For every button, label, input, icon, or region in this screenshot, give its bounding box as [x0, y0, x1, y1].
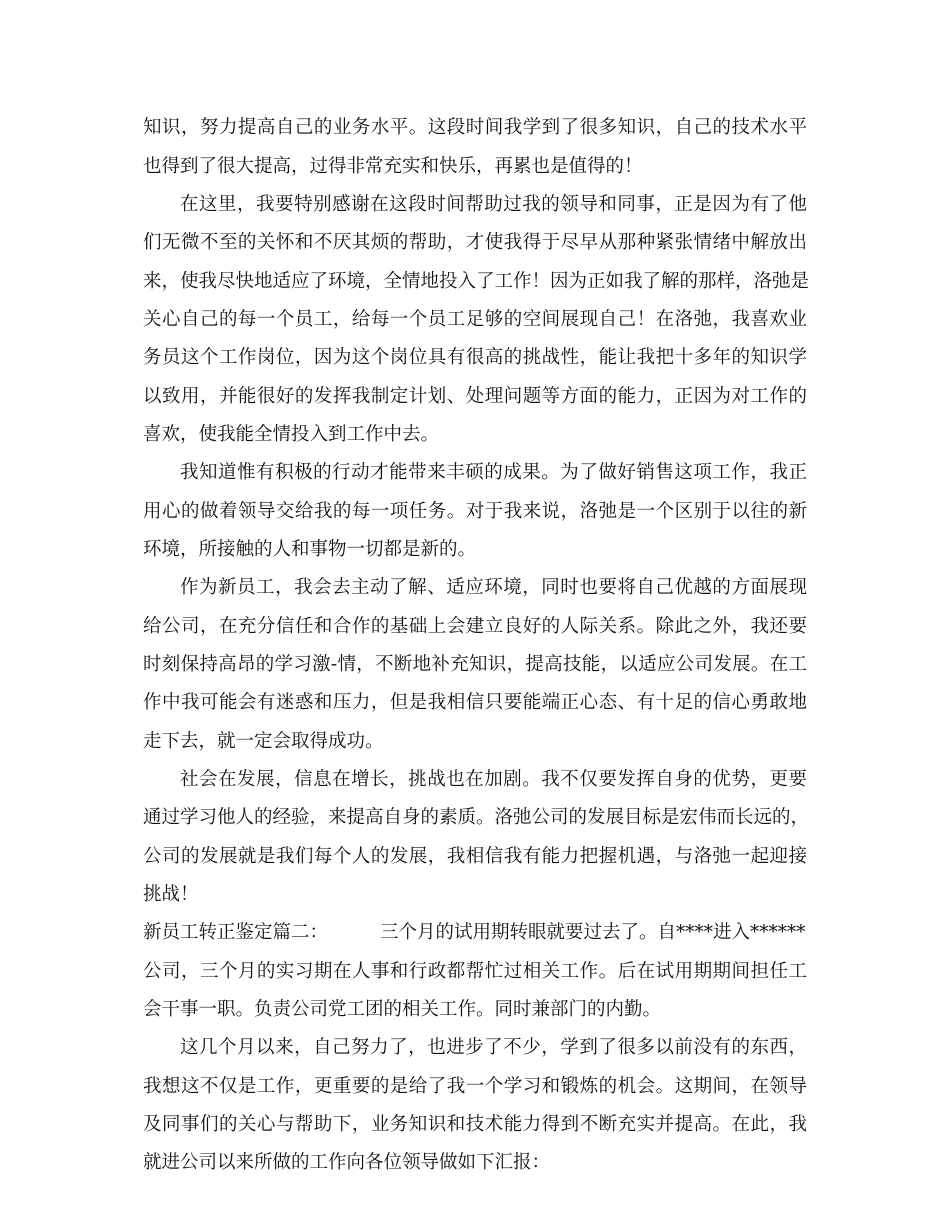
- body-text-line: 就进公司以来所做的工作向各位领导做如下汇报：: [143, 1152, 551, 1173]
- body-text-line: 作中我可能会有迷惑和压力，但是我相信只要能端正心态、有十足的信心勇敢地: [143, 692, 807, 713]
- body-text-line: 以致用，并能很好的发挥我制定计划、处理问题等方面的能力，正因为对工作的: [143, 386, 807, 407]
- body-text-line: 这几个月以来，自己努力了，也进步了不少，学到了很多以前没有的东西，: [180, 1037, 807, 1058]
- body-text-line: 也得到了很大提高，过得非常充实和快乐，再累也是值得的！: [143, 156, 643, 177]
- body-text-line: 我知道惟有积极的行动才能带来丰硕的成果。为了做好销售这项工作，我正: [180, 462, 807, 483]
- body-text-line: 时刻保持高昂的学习激-情，不断地补充知识，提高技能，以适应公司发展。在工: [143, 654, 807, 675]
- body-text-line: 务员这个工作岗位，因为这个岗位具有很高的挑战性，能让我把十多年的知识学: [143, 347, 807, 368]
- section-first-line: 三个月的试用期转眼就要过去了。自****进入******: [380, 922, 806, 943]
- body-text-line: 喜欢，使我能全情投入到工作中去。: [143, 424, 440, 445]
- body-text-line: 通过学习他人的经验，来提高自身的素质。洛弛公司的发展目标是宏伟而长远的，: [143, 807, 810, 828]
- body-text-line: 社会在发展，信息在增长，挑战也在加剧。我不仅要发挥自身的优势，更要: [180, 769, 807, 790]
- body-text-line: 们无微不至的关怀和不厌其烦的帮助，才使我得于尽早从那种紧张情绪中解放出: [143, 232, 807, 253]
- body-text-line: 挑战！: [143, 884, 199, 905]
- body-text-line: 来，使我尽快地适应了环境，全情地投入了工作！因为正如我了解的那样，洛弛是: [143, 271, 810, 292]
- body-text-line: 走下去，就一定会取得成功。: [143, 731, 384, 752]
- body-text-line: 关心自己的每一个员工，给每一个员工足够的空间展现自己！在洛弛，我喜欢业: [143, 309, 807, 330]
- body-text-line: 知识，努力提高自己的业务水平。这段时间我学到了很多知识，自己的技术水平: [143, 117, 807, 138]
- body-text-line: 用心的做着领导交给我的每一项任务。对于我来说，洛弛是一个区别于以往的新: [143, 501, 807, 522]
- section-heading-line: [143, 921, 806, 945]
- section-heading: 新员工转正鉴定篇二：: [143, 922, 329, 943]
- body-text-line: 公司的发展就是我们每个人的发展，我相信我有能力把握机遇，与洛弛一起迎接: [143, 846, 807, 867]
- body-text-line: 给公司，在充分信任和合作的基础上会建立良好的人际关系。除此之外，我还要: [143, 616, 807, 637]
- body-text-line: 会干事一职。负责公司党工团的相关工作。同时兼部门的内勤。: [143, 999, 662, 1020]
- body-text-line: 作为新员工，我会去主动了解、适应环境，同时也要将自己优越的方面展现: [180, 577, 807, 598]
- body-text-line: 我想这不仅是工作，更重要的是给了我一个学习和锻炼的机会。这期间，在领导: [143, 1076, 807, 1097]
- body-text-line: 环境，所接触的人和事物一切都是新的。: [143, 539, 477, 560]
- body-text-line: 在这里，我要特别感谢在这段时间帮助过我的领导和同事，正是因为有了他: [180, 194, 807, 215]
- body-text-line: 及同事们的关心与帮助下，业务知识和技术能力得到不断充实并提高。在此，我: [143, 1114, 807, 1135]
- body-text-line: 公司，三个月的实习期在人事和行政都帮忙过相关工作。后在试用期期间担任工: [143, 961, 807, 982]
